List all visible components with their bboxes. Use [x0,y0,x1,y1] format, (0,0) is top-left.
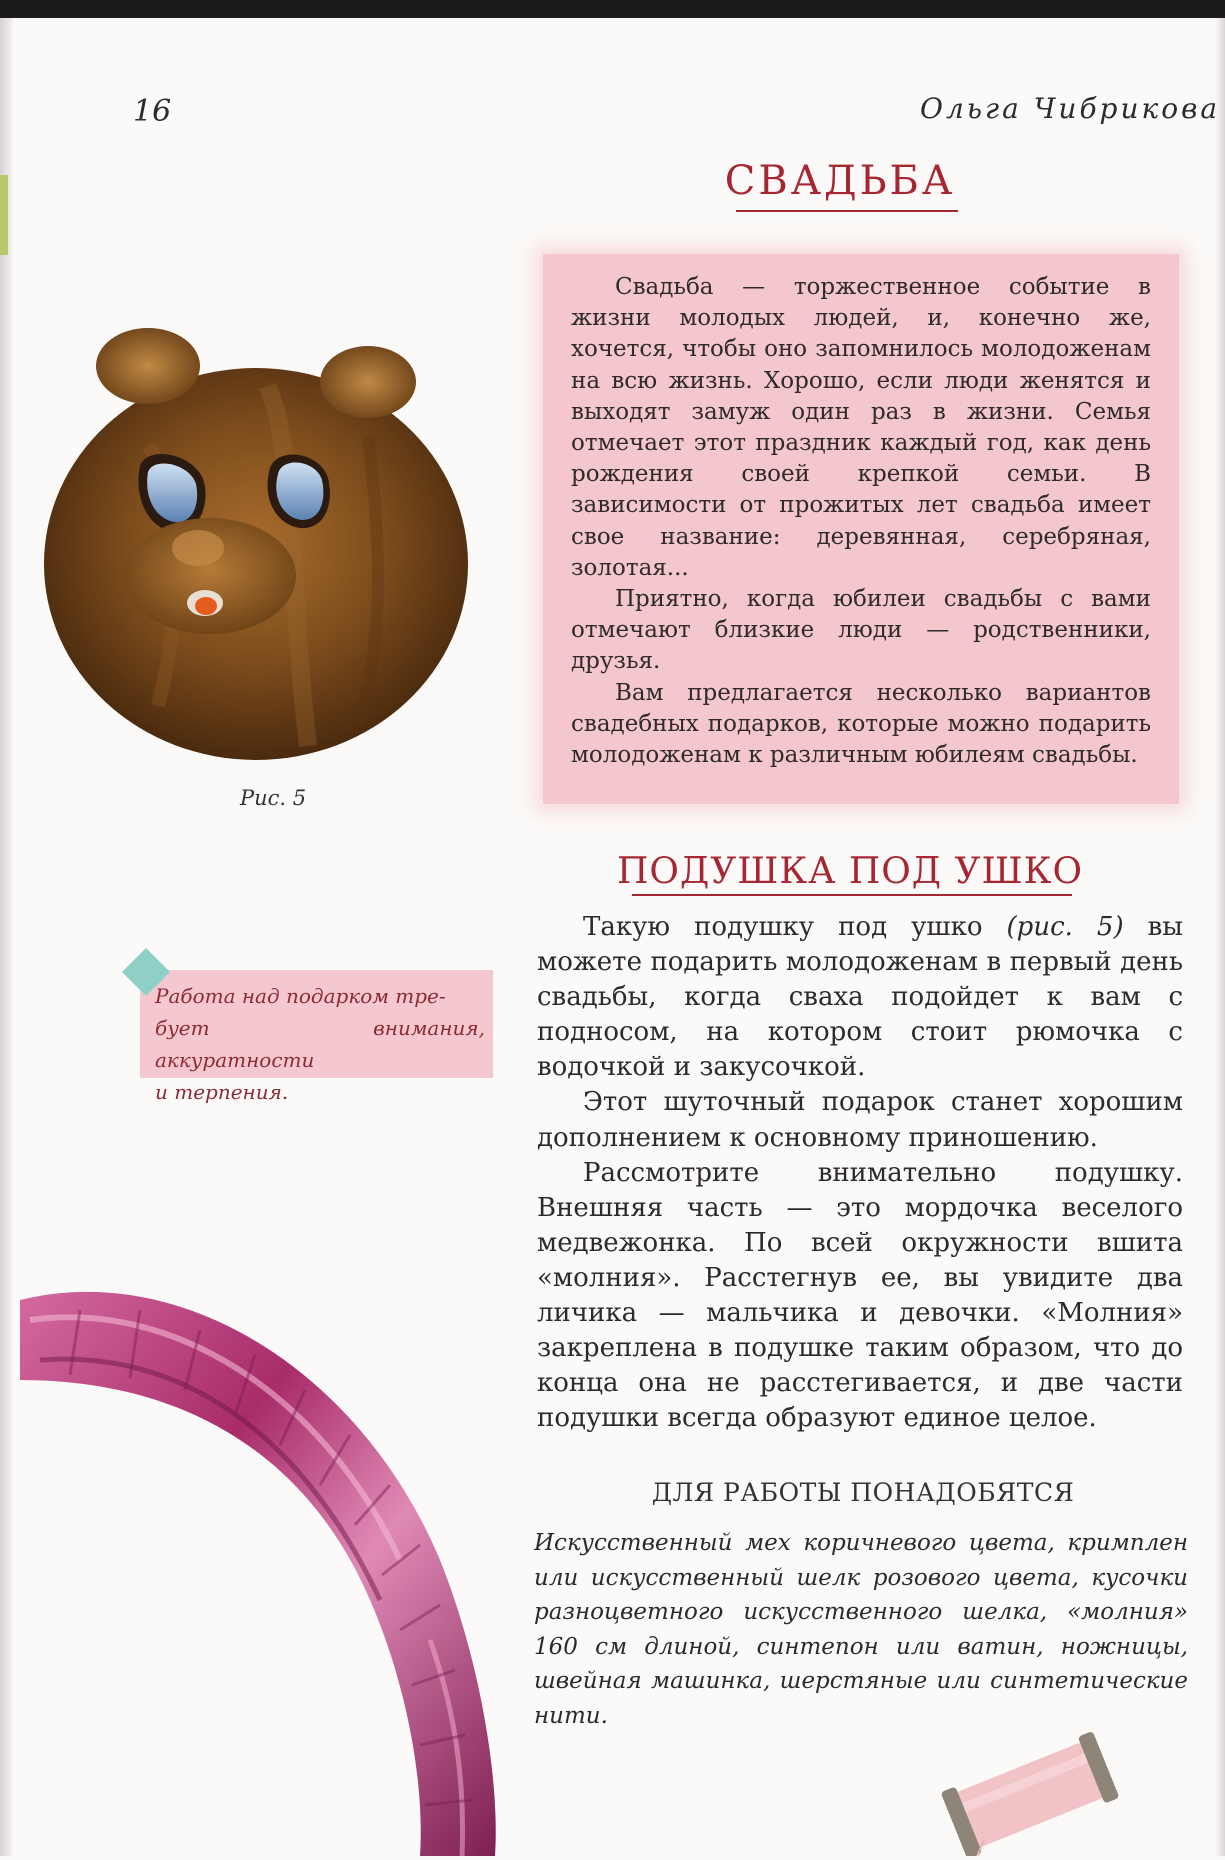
project-title: ПОДУШКА ПОД УШКО [617,851,1083,892]
page-right-edge [1215,18,1225,1856]
section-title-underline [736,210,958,212]
thread-spool-photo [930,1725,1130,1856]
intro-paragraph-2: Приятно, когда юбилеи свадьбы с вами отмечают близкие люди — родственники, друзья. [571,586,1151,675]
project-body [537,910,1183,1436]
materials-heading: ДЛЯ РАБОТЫ ПОНАДОБЯТСЯ [651,1478,1075,1507]
bear-pillow-photo [38,326,468,760]
materials-list: Искусственный мех коричневого цвета, кримплен или искусственный шелк розового цвета, кусочки разноцветного искусственного шелка, «молния» 160 см длиной, синтепон или ватин, ножницы, швейная машинка, шерстяные или синтетические нити. [534,1530,1188,1729]
intro-text [571,272,1151,771]
figure-caption: Рис. 5 [240,786,307,810]
running-head-author: Ольга Чибрикова [920,92,1221,125]
page-number: 16 [133,94,172,129]
p1-start: Такую подушку под ушко [583,912,1007,942]
project-paragraph-1 [537,910,1183,1085]
sidenote-text [155,980,485,1108]
sidenote-line-3: и терпения. [155,1080,289,1104]
sidenote-line-2: бует внимания, аккуратности [155,1016,485,1072]
section-title: СВАДЬБА [724,158,956,204]
p1-end: вы можете подарить молодоженам в первый день свадьбы, когда сваха подойдет к вам с подносом, на котором стоит рюмочка с водочкой и закусочкой. [537,912,1183,1083]
intro-paragraph-3: Вам предлагается несколько вариантов свадебных подарков, которые можно подарить молодоженам к различным юбилеям свадьбы. [571,679,1151,769]
page-edge-mark [0,175,8,255]
project-title-underline [632,894,1072,896]
project-paragraph-3: Рассмотрите внимательно подушку. Внешняя часть — это мордочка веселого медвежонка. По всей окружности вшита «молния». Расстегнув ее, вы увидите два личика — мальчика и девочки. «Молния» закреплена в подушке таким образом, что до конца она не расстегивается, и две части подушки всегда образуют единое целое. [537,1157,1183,1434]
sidenote-line-1: Работа над подарком тре- [155,984,446,1008]
figure-reference: (рис. 5) [1006,912,1124,942]
scan-top-edge [0,0,1225,18]
project-paragraph-2: Этот шуточный подарок станет хорошим дополнением к основному приношению. [537,1087,1183,1153]
intro-paragraph-1: Свадьба — торжественное событие в жизни молодых людей, и, конечно же, хочется, чтобы оно запомнилось молодоженам на всю жизнь. Хорошо, если люди женятся и выходят замуж один раз в жизни. Семья отмечает этот праздник каждый год, как день рождения своей крепкой семьи. В зависимости от прожитых лет свадьба имеет свое название: деревянная, серебряная, золотая... [571,274,1151,581]
satin-ruffle-photo [0,1260,520,1856]
